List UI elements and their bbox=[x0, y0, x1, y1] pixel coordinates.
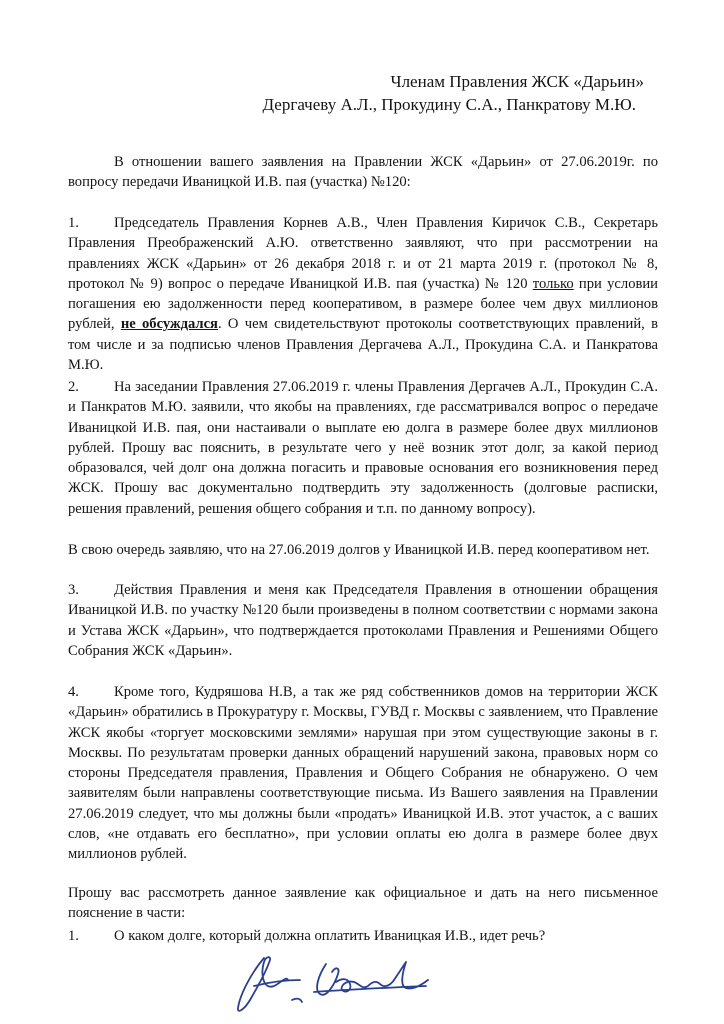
paragraph-1-underline-only: только bbox=[532, 275, 574, 292]
request-text: Прошу вас рассмотреть данное заявление как официальное и дать на него письменное пояснение в части: bbox=[68, 885, 658, 922]
paragraph-1-text-b: при условии погашения ею задолженности перед кооперативом, в размере более чем двух миллионов рублей, bbox=[68, 275, 658, 333]
intro-text: В отношении вашего заявления на Правлении ЖСК «Дарьин» от 27.06.2019г. по вопросу передачи Иваницкой И.В. пая (участка) №120: bbox=[68, 154, 658, 191]
paragraph-4-text: Кроме того, Кудряшова Н.В, а так же ряд собственников домов на территории ЖСК «Дарьин» обратились в Прокуратуру г. Москвы, ГУВД г. Москвы с заявлением, что Правление ЖСК якобы «торгует московскими землями» нарушая при этом существующие законы в г. Москвы. По результатам проверки данных обращений нарушений закона, правовых норм со стороны Председателя правления, Правления и Общего Собрания не обнаружено. О чем заявителям были направлены соответствующие письма. Из Вашего заявления на Правлении 27.06.2019 следует, что мы должны были «продать» Иваницкой И.В. этот участок, а с ваших слов, «не отдавать его бесплатно», при условии оплаты ею долга в размере более двух миллионов рублей. bbox=[68, 684, 658, 863]
paragraph-2-text: На заседании Правления 27.06.2019 г. члены Правления Дергачев А.Л., Прокудин С.А. и Панкратов М.Ю. заявили, что якобы на правлениях, где рассматривался вопрос о передаче Иваницкой И.В. пая, они настаивали о выплате ею долга в размере более двух миллионов рублей. Прошу вас пояснить, в результате чего у неё возник этот долг, за какой период образовался, чей долг она должна погасить и правовые основания его возникновения перед ЖСК. Прошу вас документально подтвердить эту задолженность (долговые расписки, решения правлений, решения общего собрания и т.п. по данному вопросу). bbox=[68, 379, 658, 517]
statement-text: В свою очередь заявляю, что на 27.06.2019 долгов у Иваницкой И.В. перед кооперативом нет. bbox=[68, 542, 650, 558]
paragraph-2-number: 2. bbox=[68, 379, 79, 395]
paragraph-3-number: 3. bbox=[68, 582, 79, 598]
intro-paragraph bbox=[68, 152, 658, 193]
paragraph-1-underline-not-discussed: не обсуждался bbox=[120, 316, 218, 333]
question-1 bbox=[68, 926, 658, 946]
statement-paragraph bbox=[68, 540, 658, 560]
recipients-line-1: Членам Правления ЖСК «Дарьин» bbox=[390, 72, 644, 91]
paragraph-3-text: Действия Правления и меня как Председателя Правления в отношении обращения Иваницкой И.В. по участку №120 были произведены в полном соответствии с нормами закона и Устава ЖСК «Дарьин», что подтверждается протоколами Правления и Решениями Общего Собрания ЖСК «Дарьин». bbox=[68, 582, 658, 659]
paragraph-4-number: 4. bbox=[68, 684, 79, 700]
signature-strokes bbox=[238, 957, 428, 1011]
recipients-line-2: Дергачеву А.Л., Прокудину С.А., Панкратову М.Ю. bbox=[262, 95, 636, 114]
paragraph-3 bbox=[68, 580, 658, 661]
paragraph-1-number: 1. bbox=[68, 215, 79, 231]
paragraph-1 bbox=[68, 213, 658, 375]
handwritten-signature bbox=[230, 950, 440, 1016]
request-paragraph bbox=[68, 883, 658, 924]
question-1-text: О каком долге, который должна оплатить Иваницкая И.В., идет речь? bbox=[114, 928, 546, 944]
paragraph-2 bbox=[68, 377, 658, 519]
paragraph-1-text-c: . О чем свидетельствуют протоколы соответствующих правлений, в том числе и за подписью членов Правления Дергачева А.Л., Прокудина С.А. и Панкратова М.Ю. bbox=[68, 316, 659, 374]
paragraph-4 bbox=[68, 682, 658, 865]
question-1-number: 1. bbox=[68, 928, 79, 944]
paragraph-1-text-a: Председатель Правления Корнев А.В., Член Правления Киричок С.В., Секретарь Правления Преображенский А.Ю. ответственно заявляют, что при рассмотрении на правлениях ЖСК «Дарьин» от 26 декабря 2018 г. и от 21 марта 2019 г. (протокол № 8, протокол № 9) вопрос о передаче Иваницкой И.В. пая (участка) № 120 bbox=[68, 215, 658, 292]
